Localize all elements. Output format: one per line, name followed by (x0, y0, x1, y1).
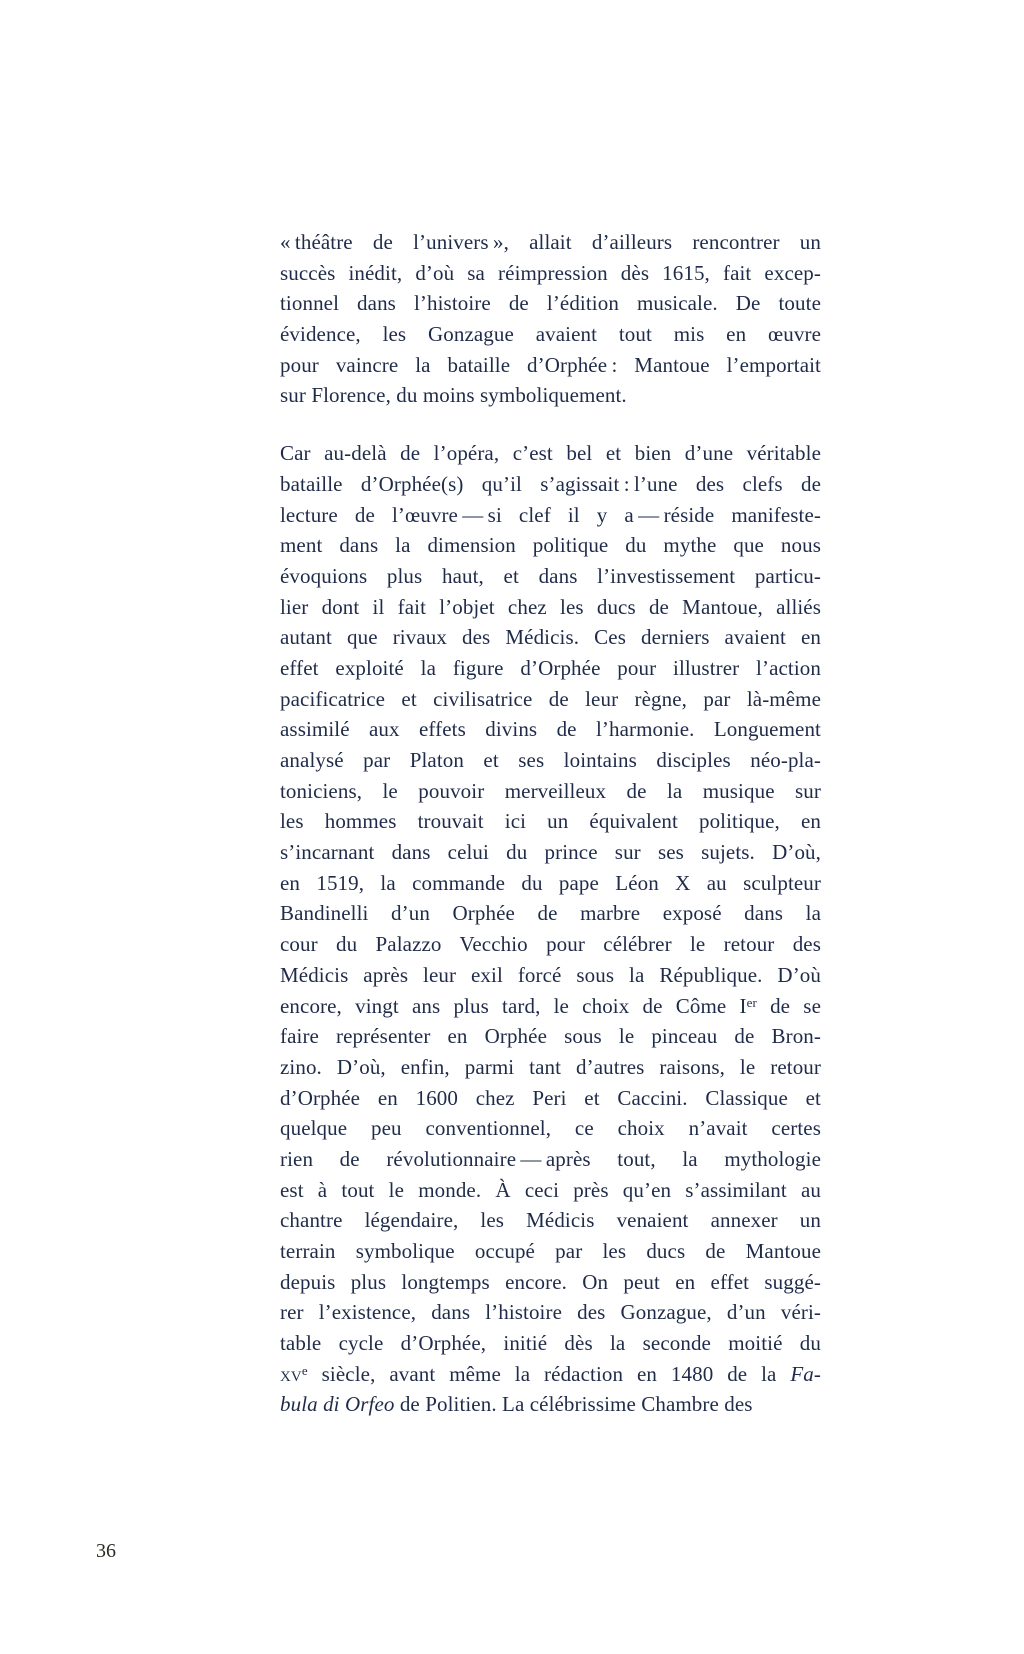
text-line: tionnel dans l’histoire de l’édition musicale. De toute (280, 291, 821, 316)
text-line: bula di Orfeo de Politien. La célébrissime Chambre des (280, 1392, 753, 1417)
text-line: depuis plus longtemps encore. On peut en effet suggé- (280, 1269, 821, 1294)
paragraph-1 (280, 227, 821, 411)
text-line: cour du Palazzo Vecchio pour célébrer le retour des (280, 932, 821, 957)
text-line: rien de révolutionnaire — après tout, la mythologie (280, 1146, 821, 1171)
text-line: assimilé aux effets divins de l’harmonie. Longuement (280, 717, 821, 742)
text-line: pacificatrice et civilisatrice de leur règne, par là-même (280, 686, 821, 711)
page-number: 36 (96, 1540, 116, 1562)
text-line: chantre légendaire, les Médicis venaient annexer un (280, 1208, 821, 1233)
paragraph-2 (280, 438, 821, 1420)
text-line: en 1519, la commande du pape Léon X au sculpteur (280, 870, 821, 895)
text-line: faire représenter en Orphée sous le pinceau de Bron- (280, 1024, 821, 1049)
text-line: terrain symbolique occupé par les ducs de Mantoue (280, 1239, 821, 1263)
text-line: toniciens, le pouvoir merveilleux de la musique sur (280, 778, 821, 803)
text-line: lecture de l’œuvre — si clef il y a — réside manifeste- (280, 502, 821, 527)
text-line: sur Florence, du moins symboliquement. (280, 383, 627, 408)
text-line: bataille d’Orphée(s) qu’il s’agissait : l’une des clefs de (280, 471, 821, 496)
text-line: encore, vingt ans plus tard, le choix de Côme Ier de se (280, 993, 821, 1018)
text-line: rer l’existence, dans l’histoire des Gonzague, d’un véri- (280, 1300, 821, 1325)
text-line: évidence, les Gonzague avaient tout mis en œuvre (280, 322, 821, 347)
text-line: analysé par Platon et ses lointains disciples néo-pla- (280, 748, 821, 772)
text-line: succès inédit, d’où sa réimpression dès 1615, fait excep- (280, 260, 821, 285)
text-line: quelque peu conventionnel, ce choix n’avait certes (280, 1116, 821, 1141)
text-line: Bandinelli d’un Orphée de marbre exposé dans la (280, 901, 821, 926)
text-line: lier dont il fait l’objet chez les ducs de Mantoue, alliés (280, 594, 821, 619)
text-line: table cycle d’Orphée, initié dès la seconde moitié du (280, 1331, 821, 1356)
text-line: Car au-delà de l’opéra, c’est bel et bien d’une véritable (280, 441, 821, 466)
text-line: « théâtre de l’univers », allait d’ailleurs rencontrer un (280, 230, 821, 254)
text-line: effet exploité la figure d’Orphée pour illustrer l’action (280, 655, 821, 680)
text-line: $xv^e$ siècle, avant même la rédaction en 1480 de la Fa- (280, 1361, 821, 1386)
text-line: les hommes trouvait ici un équivalent politique, en (280, 809, 821, 834)
text-line: ment dans la dimension politique du mythe que nous (280, 533, 821, 558)
text-line: zino. D’où, enfin, parmi tant d’autres raisons, le retour (280, 1054, 821, 1079)
text-line: d’Orphée en 1600 chez Peri et Caccini. Classique et (280, 1085, 821, 1110)
text-line: Médicis après leur exil forcé sous la République. D’où (280, 962, 821, 987)
text-line: pour vaincre la bataille d’Orphée : Mantoue l’emportait (280, 352, 821, 377)
text-line: est à tout le monde. À ceci près qu’en s’assimilant au (280, 1177, 821, 1202)
text-line: évoquions plus haut, et dans l’investissement particu- (280, 563, 821, 588)
text-line: s’incarnant dans celui du prince sur ses sujets. D’où, (280, 840, 821, 865)
text-line: autant que rivaux des Médicis. Ces derniers avaient en (280, 625, 821, 650)
body-text (280, 227, 821, 1420)
